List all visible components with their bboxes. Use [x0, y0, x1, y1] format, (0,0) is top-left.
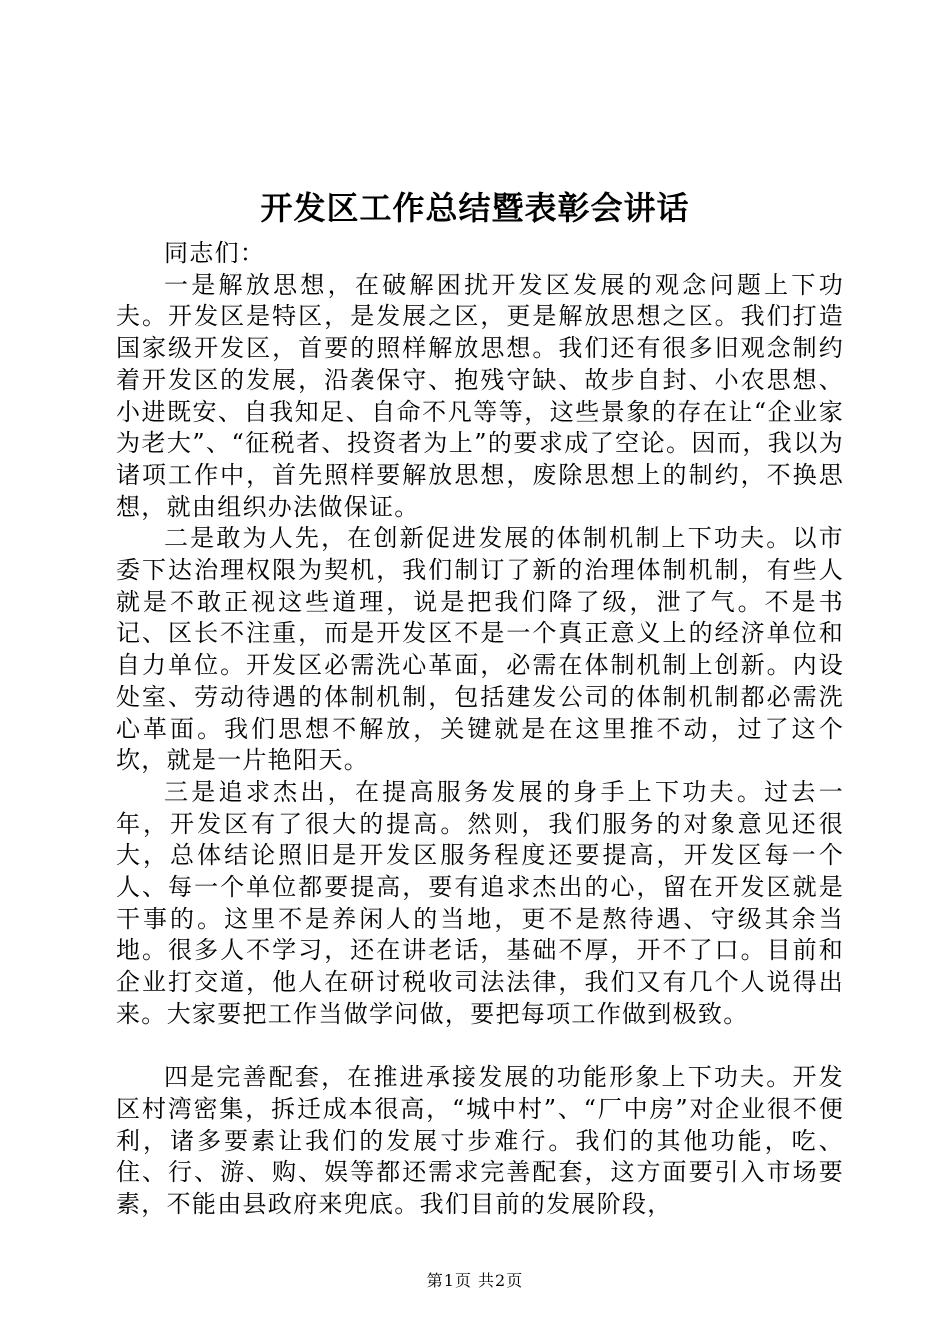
paragraph-1: 一是解放思想，在破解困扰开发区发展的观念问题上下功夫。开发区是特区，是发展之区，更是解放思想之区。我们打造国家级开发区，首要的照样解放思想。我们还有很多旧观念制约着开发区的发展，沿袭保守、抱残守缺、故步自封、小农思想、小进既安、自我知足、自命不凡等等，这些景象的存在让“企业家为老大”、“征税者、投资者为上”的要求成了空论。因而，我以为诸项工作中，首先照样要解放思想，废除思想上的制约，不换思想，就由组织办法做保证。 [116, 270, 844, 521]
salutation: 同志们： [164, 239, 266, 267]
paragraph-3: 三是追求杰出，在提高服务发展的身手上下功夫。过去一年，开发区有了很大的提高。然则，我们服务的对象意见还很大，总体结论照旧是开发区服务程度还要提高，开发区每一个人、每一个单位都要提高，要有追求杰出的心，留在开发区就是干事的。这里不是养闲人的当地，更不是熬待遇、守级其余当地。很多人不学习，还在讲老话，基础不厚，开不了口。目前和企业打交道，他人在研讨税收司法法律，我们又有几个人说得出来。大家要把工作当做学问做，要把每项工作做到极致。 [116, 777, 844, 1028]
paragraph-2: 二是敢为人先，在创新促进发展的体制机制上下功夫。以市委下达治理权限为契机，我们制订了新的治理体制机制，有些人就是不敢正视这些道理，说是把我们降了级，泄了气。不是书记、区长不注重，而是开发区不是一个真正意义上的经济单位和自力单位。开发区必需洗心革面，必需在体制机制上创新。内设处室、劳动待遇的体制机制，包括建发公司的体制机制都必需洗心革面。我们思想不解放，关键就是在这里推不动，过了这个坎，就是一片艳阳天。 [116, 524, 844, 775]
page-footer: 第1页 共2页 [426, 1271, 524, 1290]
paragraph-4: 四是完善配套，在推进承接发展的功能形象上下功夫。开发区村湾密集，拆迁成本很高，“城中村”、“厂中房”对企业很不便利，诸多要素让我们的发展寸步难行。我们的其他功能，吃、住、行、游、购、娱等都还需求完善配套，这方面要引入市场要素，不能由县政府来兜底。我们目前的发展阶段， [116, 1063, 844, 1219]
document-title: 开发区工作总结暨表彰会讲话 [260, 189, 690, 227]
document-body [116, 238, 844, 1221]
